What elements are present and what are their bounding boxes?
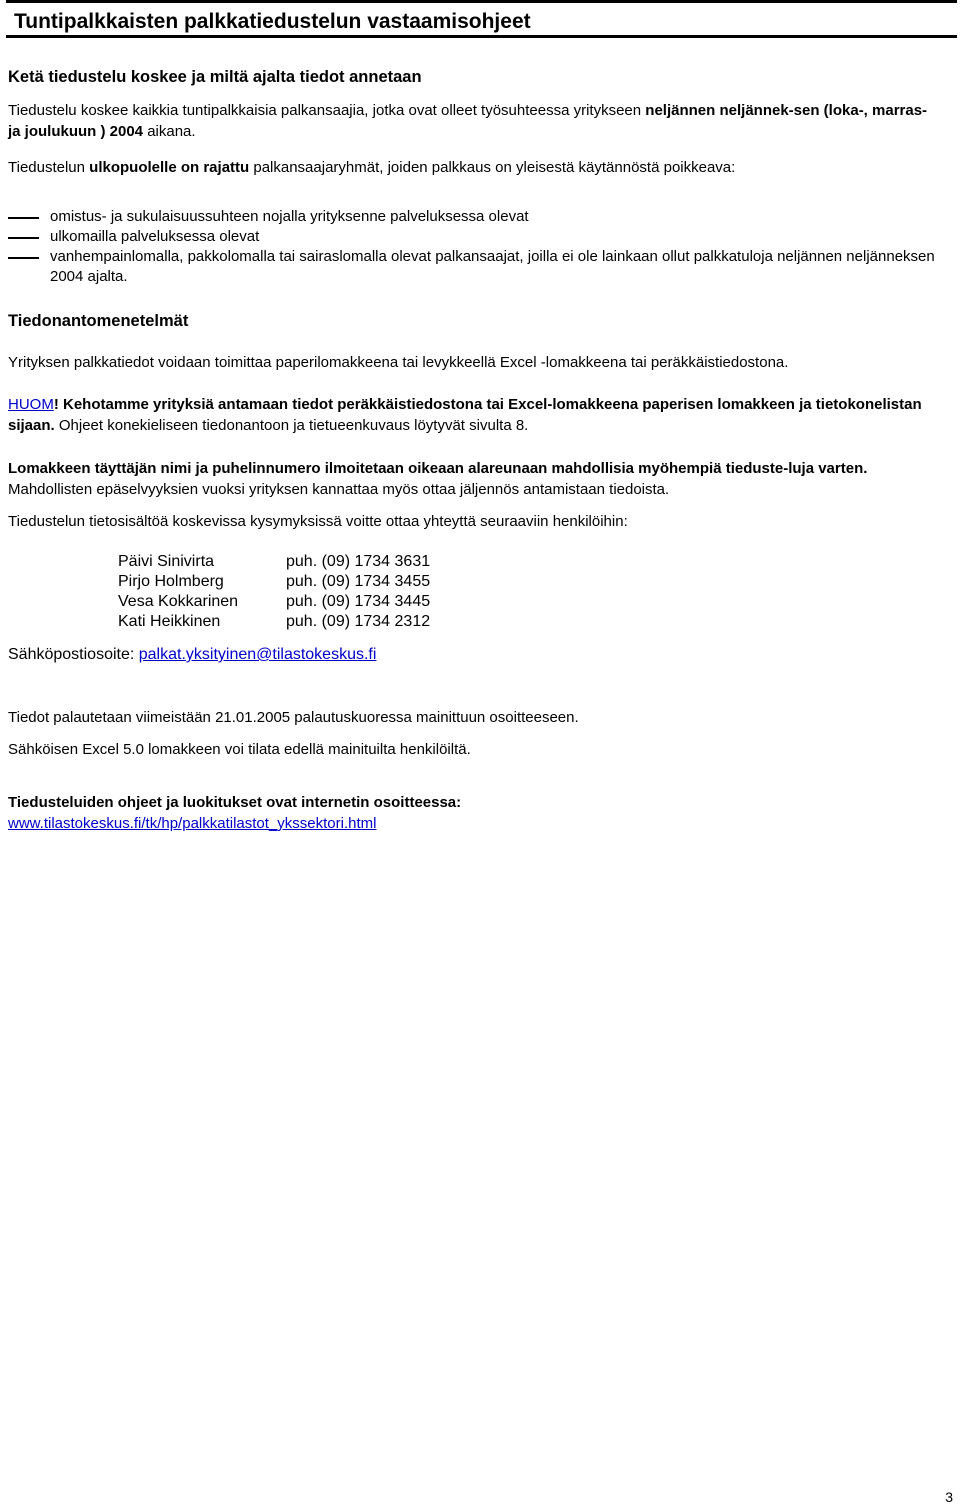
contact-name: Päivi Sinivirta xyxy=(118,553,215,570)
email-line xyxy=(8,644,942,665)
exclusion-text-3: palkansaajaryhmät, joiden palkkaus on yleisestä käytännöstä poikkeava: xyxy=(249,159,736,176)
contact-intro: Tiedustelun tietosisältöä koskevissa kysymyksissä voitte ottaa yhteyttä seuraaviin henkilöihin: xyxy=(8,513,628,530)
exclusion-paragraph xyxy=(8,157,942,178)
list-item: ulkomailla palveluksessa olevat xyxy=(8,227,942,247)
page-number: 3 xyxy=(945,1489,953,1505)
contact-phone: puh. (09) 1734 3455 xyxy=(286,573,431,590)
methods-paragraph: Yrityksen palkkatiedot voidaan toimittaa paperilomakkeena tai levykkeellä Excel -lomakkeena tai peräkkäistiedostona. xyxy=(8,354,789,371)
contact-name: Vesa Kokkarinen xyxy=(118,593,239,610)
list-item: vanhempainlomalla, pakkolomalla tai sairaslomalla olevat palkansaajat, joilla ei ole lainkaan ollut palkkatuloja neljännen neljänneksen 2004 ajalta. xyxy=(8,247,942,287)
filler-rest-text: Mahdollisten epäselvyyksien vuoksi yrityksen kannattaa myös ottaa jäljennös antamistaan tiedoista. xyxy=(8,481,670,498)
exclusion-text-1: Tiedustelun xyxy=(8,159,90,176)
contact-name: Kati Heikkinen xyxy=(118,613,221,630)
scope-text-3: aikana. xyxy=(143,123,196,140)
huom-rest-text: Ohjeet konekieliseen tiedonantoon ja tietueenkuvaus löytyvät sivulta 8. xyxy=(54,417,529,434)
section-heading-scope: Ketä tiedustelu koskee ja miltä ajalta tiedot annetaan xyxy=(8,68,422,86)
table-row xyxy=(118,612,430,632)
scope-text-bold: neljännen neljännek-sen (loka-, marras- ja joulukuun ) 2004 xyxy=(8,102,928,140)
list-item: omistus- ja sukulaisuussuhteen nojalla yrityksenne palveluksessa olevat xyxy=(8,207,942,227)
internet-link[interactable]: www.tilastokeskus.fi/tk/hp/palkkatilastot_ykssektori.html xyxy=(8,815,377,832)
huom-paragraph xyxy=(8,394,942,436)
filler-bold-text: Lomakkeen täyttäjän nimi ja puhelinnumero ilmoitetaan oikeaan alareunaan mahdollisia myöhempiä tieduste-luja varten. xyxy=(8,460,868,477)
exclusion-list xyxy=(8,207,942,287)
filler-paragraph xyxy=(8,458,942,500)
table-row xyxy=(118,592,430,612)
contact-phone: puh. (09) 1734 2312 xyxy=(286,613,431,630)
scope-text-1: Tiedustelu koskee kaikkia tuntipalkkaisia palkansaajia, jotka ovat olleet työsuhteessa yritykseen xyxy=(8,102,646,119)
contacts-table xyxy=(118,552,430,632)
huom-bold-text: ! Kehotamme yrityksiä antamaan tiedot peräkkäistiedostona tai Excel-lomakkeena paperisen lomakkeen ja tietokonelistan sijaan. xyxy=(8,396,922,434)
contact-name: Pirjo Holmberg xyxy=(118,573,224,590)
deadline-paragraph: Tiedot palautetaan viimeistään 21.01.2005 palautuskuoressa mainittuun osoitteeseen. xyxy=(8,709,579,726)
table-row xyxy=(118,552,430,572)
section-heading-methods: Tiedonantomenetelmät xyxy=(8,312,189,330)
internet-url-line xyxy=(8,813,942,834)
huom-link[interactable]: HUOM xyxy=(8,396,54,413)
excel-paragraph: Sähköisen Excel 5.0 lomakkeen voi tilata edellä mainituilta henkilöiltä. xyxy=(8,741,471,758)
exclusion-text-bold: ulkopuolelle on rajattu xyxy=(89,159,250,176)
table-row xyxy=(118,572,430,592)
email-label: Sähköpostiosoite: xyxy=(8,646,139,663)
scope-paragraph xyxy=(8,100,942,142)
contact-phone: puh. (09) 1734 3445 xyxy=(286,593,431,610)
contact-phone: puh. (09) 1734 3631 xyxy=(286,553,431,570)
internet-label: Tiedusteluiden ohjeet ja luokitukset ovat internetin osoitteessa: xyxy=(8,794,462,811)
page-title: Tuntipalkkaisten palkkatiedustelun vastaamisohjeet xyxy=(14,10,531,33)
title-bar xyxy=(6,0,957,38)
email-link[interactable]: palkat.yksityinen@tilastokeskus.fi xyxy=(138,646,377,663)
